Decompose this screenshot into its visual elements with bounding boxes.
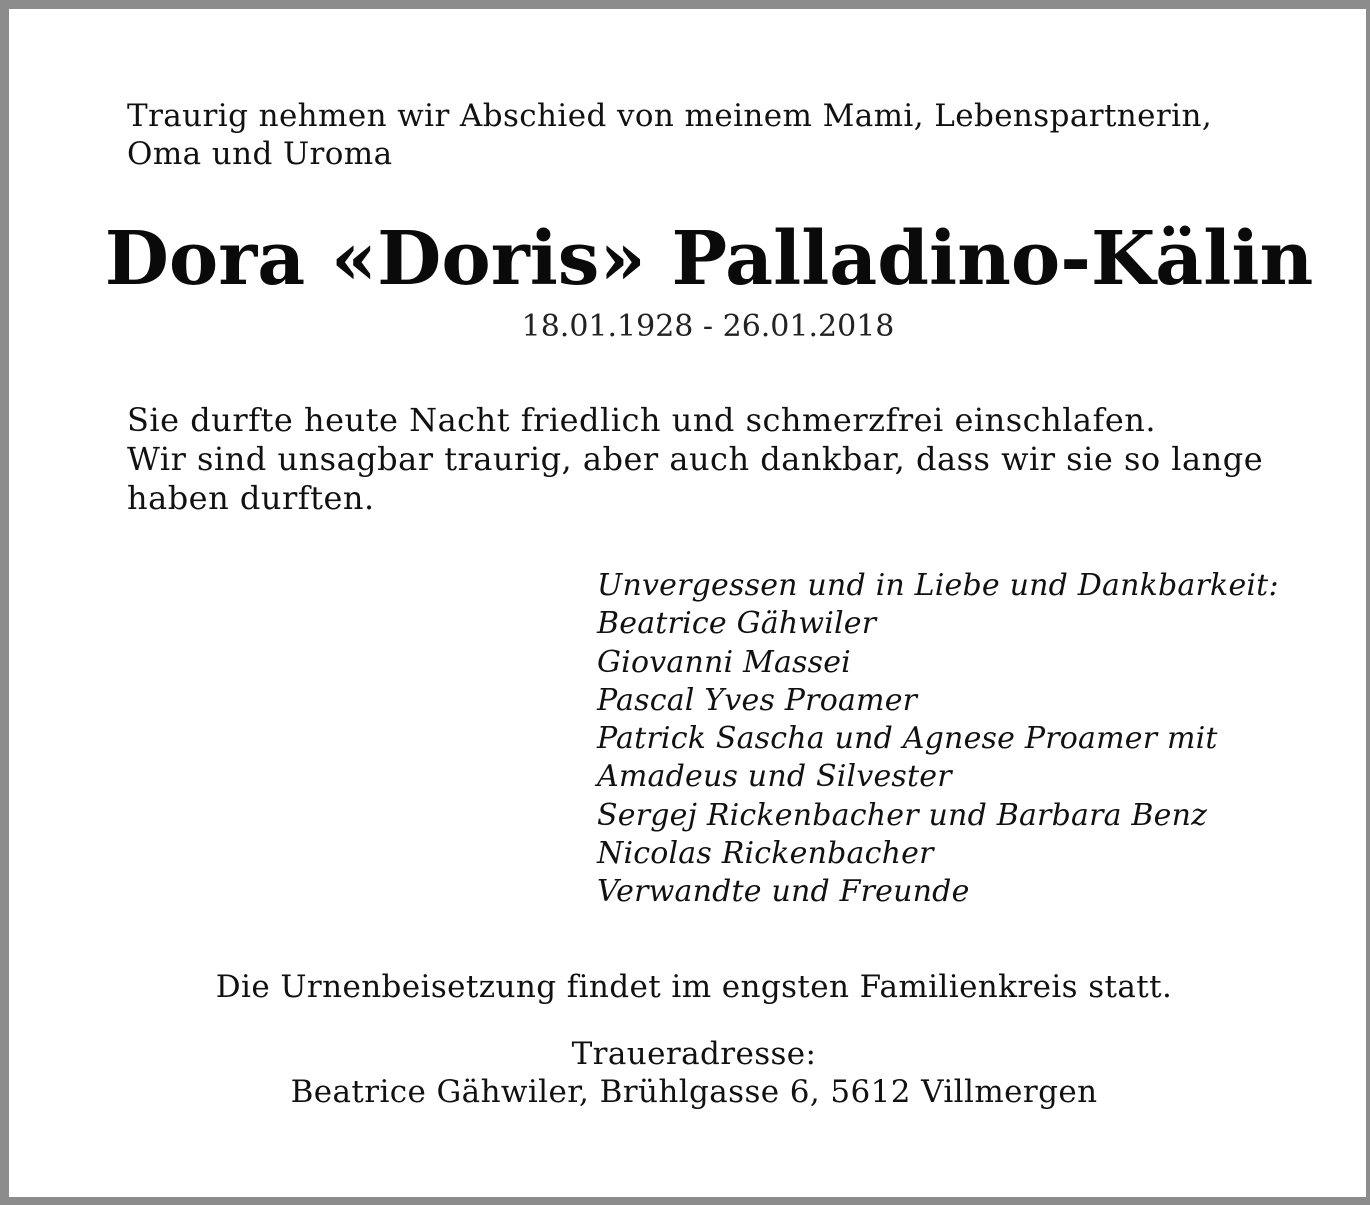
mourner-name: Giovanni Massei	[597, 644, 851, 680]
mourner-name: Sergej Rickenbacher und Barbara Benz	[597, 797, 1208, 833]
deceased-name: Dora «Doris» Palladino-Kälin	[104, 216, 1314, 302]
mourner-name: Verwandte und Freunde	[597, 874, 970, 910]
address-label: Traueradresse:	[571, 1036, 817, 1072]
life-dates: 18.01.1928 - 26.01.2018	[521, 309, 895, 344]
intro-line: Traurig nehmen wir Abschied von meinem Mami, Lebenspartnerin,	[127, 98, 1213, 134]
mourner-name: Amadeus und Silvester	[597, 759, 952, 795]
mourner-name: Pascal Yves Proamer	[597, 682, 918, 718]
message-line: Sie durfte heute Nacht friedlich und schmerzfrei einschlafen.	[127, 401, 1157, 439]
intro-text	[127, 97, 1212, 173]
message-line: haben durften.	[127, 479, 375, 517]
mourners-heading: Unvergessen und in Liebe und Dankbarkeit:	[597, 568, 1279, 603]
mourners-list	[597, 567, 1279, 912]
message-text	[127, 401, 1263, 518]
address-value: Beatrice Gähwiler, Brühlgasse 6, 5612 Villmergen	[290, 1074, 1098, 1110]
mourner-name: Patrick Sascha und Agnese Proamer mit	[597, 721, 1218, 757]
intro-line: Oma und Uroma	[127, 136, 393, 172]
mourner-name: Nicolas Rickenbacher	[597, 836, 934, 872]
burial-note: Die Urnenbeisetzung findet im engsten Familienkreis statt.	[215, 969, 1173, 1005]
mourner-name: Beatrice Gähwiler	[597, 606, 877, 642]
mourning-address	[9, 1035, 1370, 1111]
message-line: Wir sind unsagbar traurig, aber auch dankbar, dass wir sie so lange	[127, 440, 1264, 478]
